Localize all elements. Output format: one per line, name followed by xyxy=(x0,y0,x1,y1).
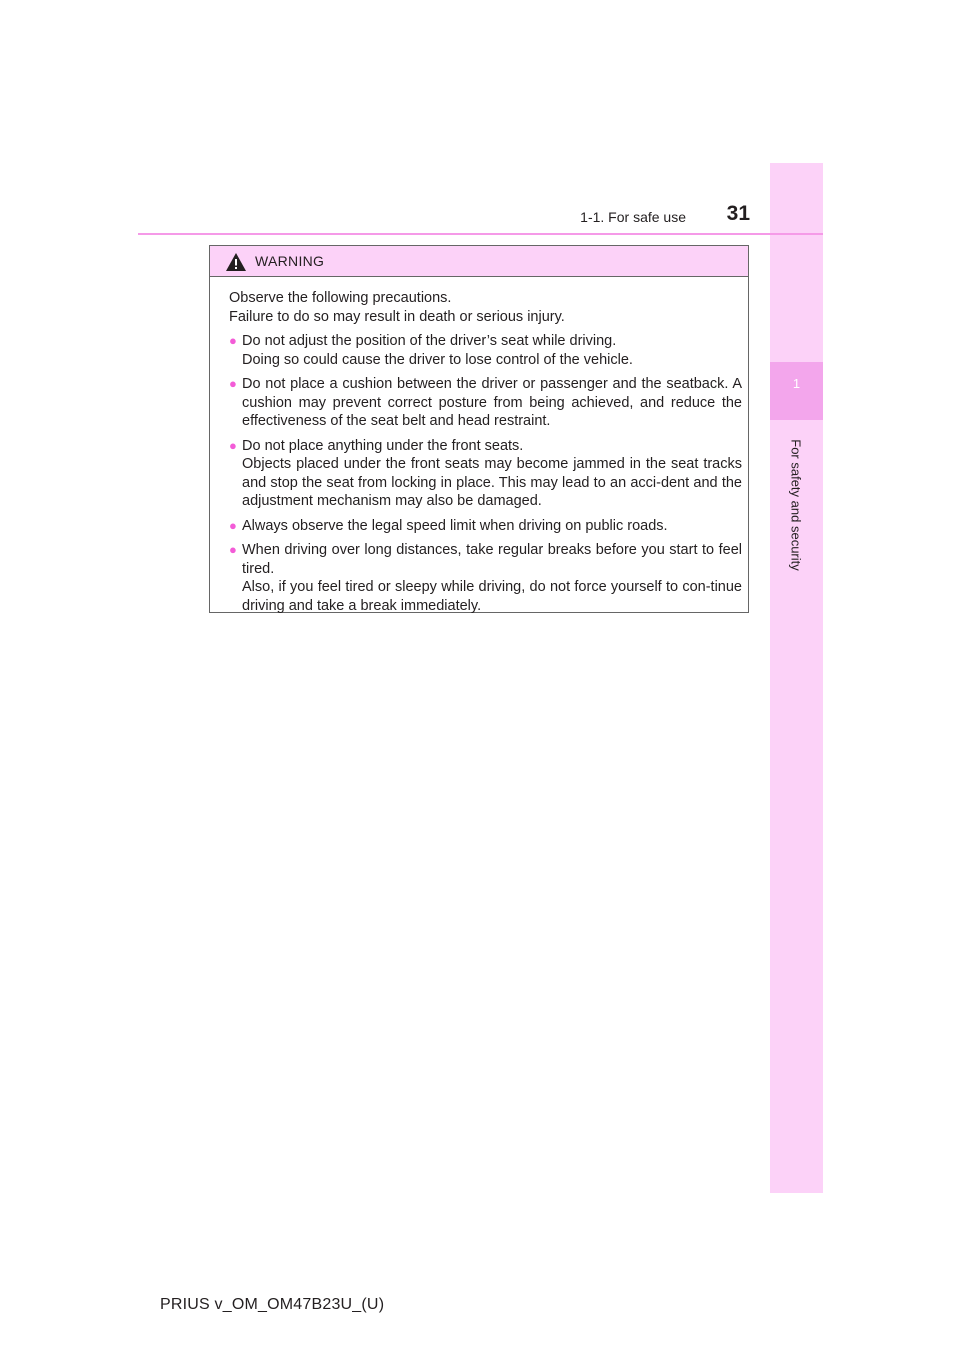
side-tab-label: For safety and security xyxy=(788,439,804,571)
warning-body xyxy=(210,277,748,615)
bullet-line: Doing so could cause the driver to lose control of the vehicle. xyxy=(242,351,633,368)
warning-title: WARNING xyxy=(255,253,325,269)
bullet-dot-icon: ● xyxy=(229,376,237,391)
warning-box xyxy=(209,245,749,613)
side-tab xyxy=(770,163,823,1193)
bullet-line: Do not place anything under the front seats. xyxy=(242,437,524,454)
warning-bullet xyxy=(229,332,742,369)
bullet-dot-icon: ● xyxy=(229,542,237,557)
document-id: PRIUS v_OM_OM47B23U_(U) xyxy=(160,1296,385,1313)
warning-bullet xyxy=(229,541,742,615)
bullet-line: Also, if you feel tired or sleepy while driving, do not force yourself to con-tinue driving and take a break immediately. xyxy=(242,579,742,614)
bullet-dot-icon: ● xyxy=(229,517,237,533)
bullet-line: Objects placed under the front seats may become jammed in the seat tracks and stop the seat from locking in place. This may lead to an acci-dent and the adjustment mechanism may also be damaged. xyxy=(242,456,742,509)
side-tab-number: 1 xyxy=(792,376,801,391)
section-title: 1-1. For safe use xyxy=(580,209,686,225)
bullet-line: Do not place a cushion between the driver or passenger and the seatback. A cushion may prevent correct posture from being achieved, and reduce the effectiveness of the seat belt and head restraint. xyxy=(242,376,742,429)
warning-triangle-icon xyxy=(225,252,247,272)
header-rule xyxy=(138,233,823,235)
bullet-line: Do not adjust the position of the driver’s seat while driving. xyxy=(242,333,617,349)
warning-intro xyxy=(229,289,742,326)
bullet-line: When driving over long distances, take regular breaks before you start to feel tired. xyxy=(242,542,742,577)
page-number: 31 xyxy=(726,202,750,225)
warning-bullet xyxy=(229,437,742,511)
intro-line: Observe the following precautions. xyxy=(229,290,452,306)
warning-bullet xyxy=(229,375,742,431)
bullet-dot-icon: ● xyxy=(229,333,237,348)
bullet-line: Always observe the legal speed limit when driving on public roads. xyxy=(242,517,668,534)
bullet-dot-icon: ● xyxy=(229,437,237,453)
warning-header xyxy=(210,246,748,277)
side-tab-number-block xyxy=(770,362,823,420)
warning-bullet xyxy=(229,517,742,536)
intro-line: Failure to do so may result in death or serious injury. xyxy=(229,308,565,325)
